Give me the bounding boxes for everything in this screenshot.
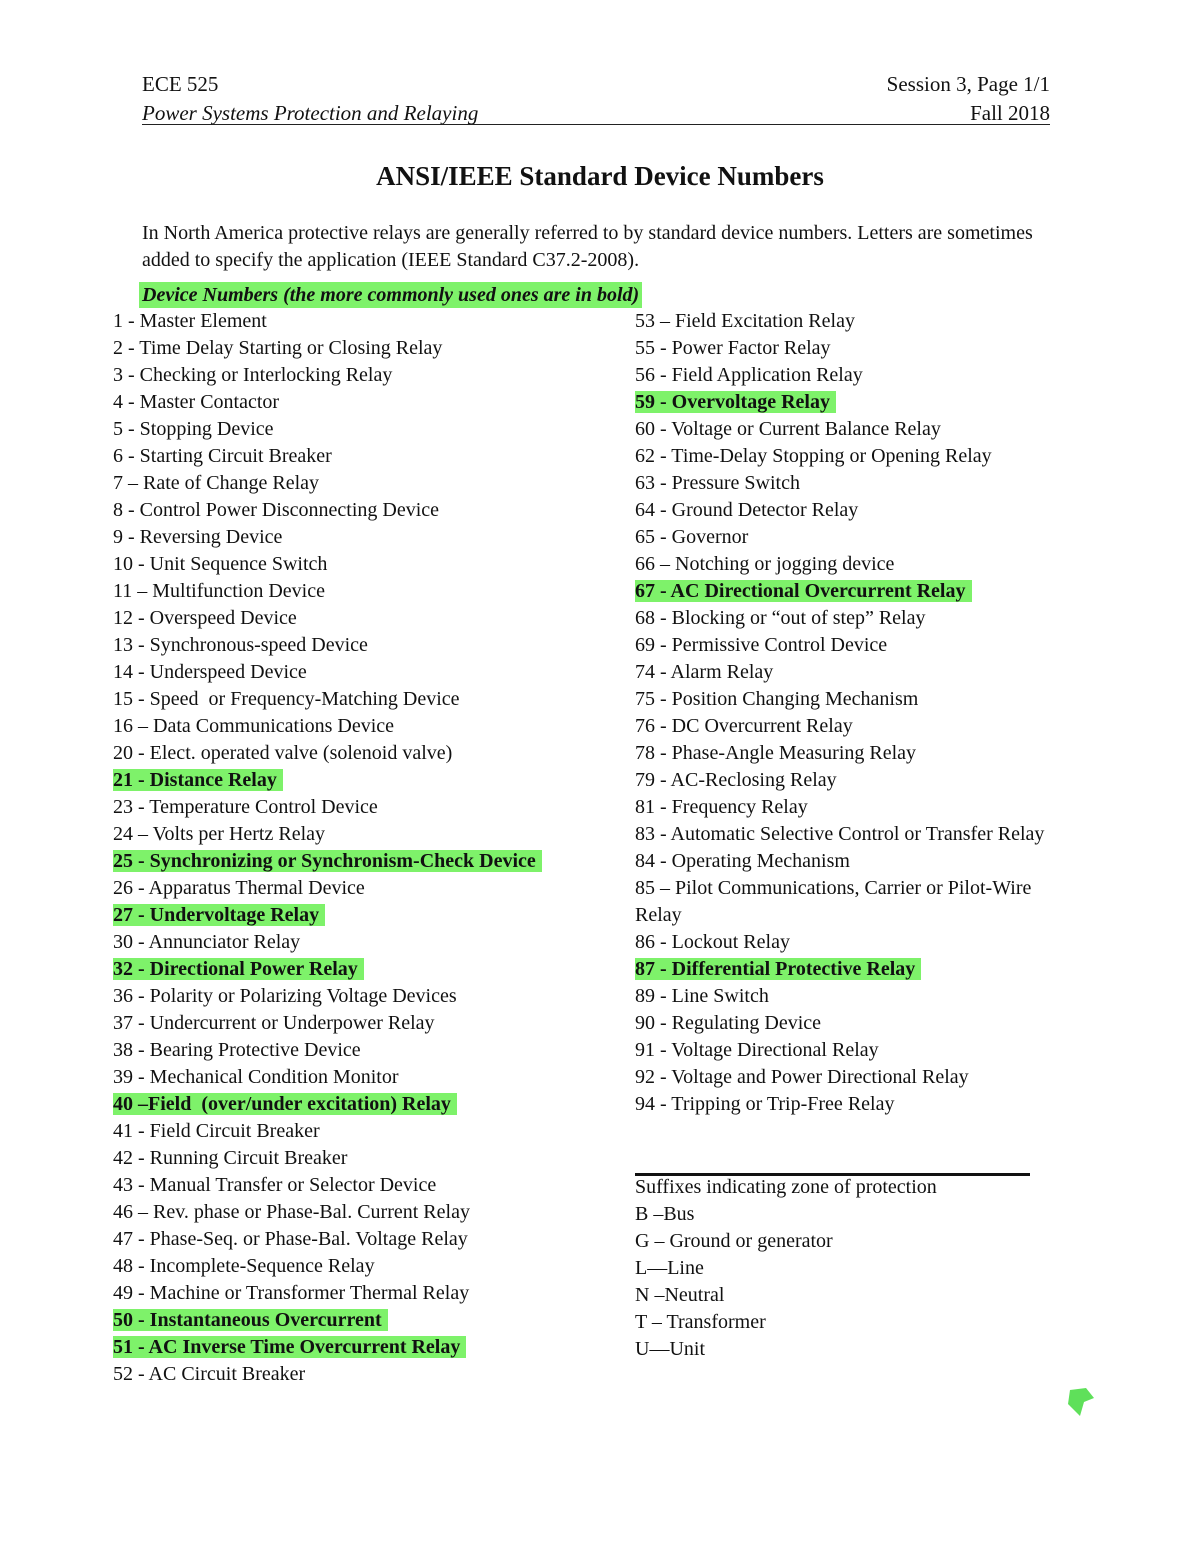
device-item xyxy=(113,1037,583,1064)
device-item xyxy=(635,1037,1075,1064)
device-item-highlighted xyxy=(113,1334,583,1361)
device-item-highlighted xyxy=(113,1307,583,1334)
device-item xyxy=(113,659,583,686)
device-item xyxy=(113,794,583,821)
device-item-label: 37 - Undercurrent or Underpower Relay xyxy=(113,1012,435,1034)
device-item-label: 53 – Field Excitation Relay xyxy=(635,310,855,332)
device-item-highlighted xyxy=(113,956,583,983)
device-item xyxy=(113,983,583,1010)
device-item-label: 6 - Starting Circuit Breaker xyxy=(113,445,332,467)
device-item xyxy=(113,1199,583,1226)
device-item-highlighted xyxy=(635,956,1075,983)
annotation-mark-icon xyxy=(1064,1386,1096,1418)
course-code: ECE 525 xyxy=(142,72,219,96)
device-item xyxy=(113,497,583,524)
device-item xyxy=(635,524,1075,551)
device-item-label: 9 - Reversing Device xyxy=(113,526,283,548)
device-item-label: 49 - Machine or Transformer Thermal Relay xyxy=(113,1282,470,1304)
device-item xyxy=(635,1091,1075,1118)
device-item xyxy=(113,605,583,632)
device-item-label: 40 –Field (over/under excitation) Relay xyxy=(113,1093,457,1115)
device-item-label: 30 - Annunciator Relay xyxy=(113,931,301,953)
device-item-label: 7 – Rate of Change Relay xyxy=(113,472,320,494)
device-item-label: 79 - AC-Reclosing Relay xyxy=(635,769,837,791)
device-item-label: 81 - Frequency Relay xyxy=(635,796,808,818)
device-item xyxy=(113,875,583,902)
device-item xyxy=(113,470,583,497)
device-item xyxy=(635,821,1075,848)
suffix-list xyxy=(635,1174,937,1363)
device-item xyxy=(113,578,583,605)
device-item xyxy=(113,1145,583,1172)
device-item xyxy=(635,1064,1075,1091)
device-item-label: 4 - Master Contactor xyxy=(113,391,280,413)
device-list-left xyxy=(113,308,583,1388)
device-item xyxy=(635,929,1075,956)
device-item-label: 62 - Time-Delay Stopping or Opening Relay xyxy=(635,445,992,467)
device-item-label: 25 - Synchronizing or Synchronism-Check Device xyxy=(113,850,542,872)
device-item-label: 12 - Overspeed Device xyxy=(113,607,297,629)
suffix-item: N –Neutral xyxy=(635,1284,725,1306)
device-item xyxy=(635,740,1075,767)
device-item-highlighted xyxy=(113,902,583,929)
device-item-label: 15 - Speed or Frequency-Matching Device xyxy=(113,688,460,710)
device-item xyxy=(635,1010,1075,1037)
device-item xyxy=(635,335,1075,362)
device-item-label: 78 - Phase-Angle Measuring Relay xyxy=(635,742,917,764)
device-item xyxy=(113,1361,583,1388)
device-item-label: 65 - Governor xyxy=(635,526,749,548)
device-item-label: 2 - Time Delay Starting or Closing Relay xyxy=(113,337,443,359)
device-item-label: 63 - Pressure Switch xyxy=(635,472,800,494)
device-item-label: 27 - Undervoltage Relay xyxy=(113,904,325,926)
device-item-highlighted xyxy=(635,578,1075,605)
device-item xyxy=(113,686,583,713)
device-item-label: 50 - Instantaneous Overcurrent xyxy=(113,1309,388,1331)
device-item-label: 24 – Volts per Hertz Relay xyxy=(113,823,326,845)
device-item-label: 1 - Master Element xyxy=(113,310,267,332)
device-item xyxy=(635,686,1075,713)
device-item-label: 52 - AC Circuit Breaker xyxy=(113,1363,306,1385)
device-item-label: 91 - Voltage Directional Relay xyxy=(635,1039,879,1061)
device-item xyxy=(113,713,583,740)
device-item xyxy=(635,497,1075,524)
device-item-highlighted xyxy=(113,767,583,794)
device-item xyxy=(113,308,583,335)
device-item xyxy=(113,443,583,470)
device-item-label: 13 - Synchronous-speed Device xyxy=(113,634,368,656)
device-item-highlighted xyxy=(113,848,583,875)
device-item-label: 69 - Permissive Control Device xyxy=(635,634,888,656)
page-title: ANSI/IEEE Standard Device Numbers xyxy=(376,161,824,192)
device-item-label: 59 - Overvoltage Relay xyxy=(635,391,836,413)
device-item-label: 66 – Notching or jogging device xyxy=(635,553,895,575)
device-item-label: 75 - Position Changing Mechanism xyxy=(635,688,919,710)
device-item xyxy=(635,416,1075,443)
term-label: Fall 2018 xyxy=(970,101,1050,125)
device-item xyxy=(113,389,583,416)
suffix-heading: Suffixes indicating zone of protection xyxy=(635,1176,937,1198)
device-item xyxy=(113,632,583,659)
device-item xyxy=(635,875,1075,929)
device-item xyxy=(635,605,1075,632)
suffix-item: L—Line xyxy=(635,1257,704,1279)
device-item-label: 85 – Pilot Communications, Carrier or Pilot-Wire Relay xyxy=(635,877,1037,926)
device-item-label: 86 - Lockout Relay xyxy=(635,931,790,953)
device-item-label: 64 - Ground Detector Relay xyxy=(635,499,859,521)
device-item xyxy=(113,821,583,848)
device-item-label: 3 - Checking or Interlocking Relay xyxy=(113,364,393,386)
device-item xyxy=(635,443,1075,470)
device-item-label: 74 - Alarm Relay xyxy=(635,661,774,683)
device-item-label: 87 - Differential Protective Relay xyxy=(635,958,921,980)
device-item xyxy=(635,983,1075,1010)
device-list-right xyxy=(635,308,1075,1118)
device-item xyxy=(113,551,583,578)
device-item-label: 23 - Temperature Control Device xyxy=(113,796,378,818)
device-item xyxy=(113,524,583,551)
device-item-label: 11 – Multifunction Device xyxy=(113,580,325,602)
device-item xyxy=(113,740,583,767)
device-item xyxy=(635,308,1075,335)
device-item-label: 51 - AC Inverse Time Overcurrent Relay xyxy=(113,1336,466,1358)
course-subject: Power Systems Protection and Relaying xyxy=(142,101,479,125)
device-item xyxy=(635,551,1075,578)
device-item-label: 38 - Bearing Protective Device xyxy=(113,1039,361,1061)
device-item xyxy=(113,1010,583,1037)
device-item-label: 36 - Polarity or Polarizing Voltage Devices xyxy=(113,985,457,1007)
intro-paragraph: In North America protective relays are generally referred to by standard device numbers. Letters are sometimes added to specify the application (IEEE Standard C37.2-2008). xyxy=(142,222,1033,271)
device-item xyxy=(113,1280,583,1307)
device-item xyxy=(113,1118,583,1145)
suffix-item: T – Transformer xyxy=(635,1311,766,1333)
device-item-label: 26 - Apparatus Thermal Device xyxy=(113,877,365,899)
device-item-label: 94 - Tripping or Trip-Free Relay xyxy=(635,1093,895,1115)
device-item xyxy=(113,1172,583,1199)
device-item xyxy=(635,794,1075,821)
device-item-label: 42 - Running Circuit Breaker xyxy=(113,1147,348,1169)
device-numbers-heading: Device Numbers (the more commonly used ones are in bold) xyxy=(139,282,642,308)
suffix-item: G – Ground or generator xyxy=(635,1230,833,1252)
device-item-highlighted xyxy=(635,389,1075,416)
suffix-item: B –Bus xyxy=(635,1203,695,1225)
device-item-label: 83 - Automatic Selective Control or Transfer Relay xyxy=(635,823,1045,845)
device-item-label: 67 - AC Directional Overcurrent Relay xyxy=(635,580,972,602)
device-item xyxy=(635,470,1075,497)
device-item-label: 68 - Blocking or “out of step” Relay xyxy=(635,607,926,629)
device-item-label: 60 - Voltage or Current Balance Relay xyxy=(635,418,941,440)
device-item xyxy=(113,1226,583,1253)
device-item-label: 56 - Field Application Relay xyxy=(635,364,863,386)
device-item-label: 47 - Phase-Seq. or Phase-Bal. Voltage Relay xyxy=(113,1228,468,1250)
suffix-item: U—Unit xyxy=(635,1338,705,1360)
device-item-label: 21 - Distance Relay xyxy=(113,769,283,791)
device-item-label: 41 - Field Circuit Breaker xyxy=(113,1120,320,1142)
device-item-label: 39 - Mechanical Condition Monitor xyxy=(113,1066,399,1088)
device-item xyxy=(635,848,1075,875)
device-item-label: 16 – Data Communications Device xyxy=(113,715,395,737)
device-item-label: 8 - Control Power Disconnecting Device xyxy=(113,499,440,521)
device-item-highlighted xyxy=(113,1091,583,1118)
device-item xyxy=(113,335,583,362)
device-item-label: 92 - Voltage and Power Directional Relay xyxy=(635,1066,969,1088)
device-item-label: 43 - Manual Transfer or Selector Device xyxy=(113,1174,437,1196)
device-item xyxy=(635,659,1075,686)
device-item xyxy=(113,416,583,443)
device-item-label: 76 - DC Overcurrent Relay xyxy=(635,715,853,737)
device-item-label: 32 - Directional Power Relay xyxy=(113,958,364,980)
device-item xyxy=(113,362,583,389)
device-item-label: 48 - Incomplete-Sequence Relay xyxy=(113,1255,375,1277)
device-item-label: 5 - Stopping Device xyxy=(113,418,274,440)
device-item xyxy=(635,362,1075,389)
device-item xyxy=(635,713,1075,740)
device-item-label: 89 - Line Switch xyxy=(635,985,769,1007)
device-item xyxy=(635,767,1075,794)
device-item-label: 90 - Regulating Device xyxy=(635,1012,822,1034)
device-item xyxy=(113,1253,583,1280)
device-item-label: 46 – Rev. phase or Phase-Bal. Current Relay xyxy=(113,1201,470,1223)
session-page-label: Session 3, Page 1/1 xyxy=(886,72,1050,96)
device-item-label: 20 - Elect. operated valve (solenoid valve) xyxy=(113,742,453,764)
device-item xyxy=(635,632,1075,659)
header-rule xyxy=(142,124,1050,125)
device-item xyxy=(113,1064,583,1091)
device-item xyxy=(113,929,583,956)
device-item-label: 14 - Underspeed Device xyxy=(113,661,307,683)
device-item-label: 84 - Operating Mechanism xyxy=(635,850,850,872)
device-item-label: 10 - Unit Sequence Switch xyxy=(113,553,328,575)
device-item-label: 55 - Power Factor Relay xyxy=(635,337,831,359)
